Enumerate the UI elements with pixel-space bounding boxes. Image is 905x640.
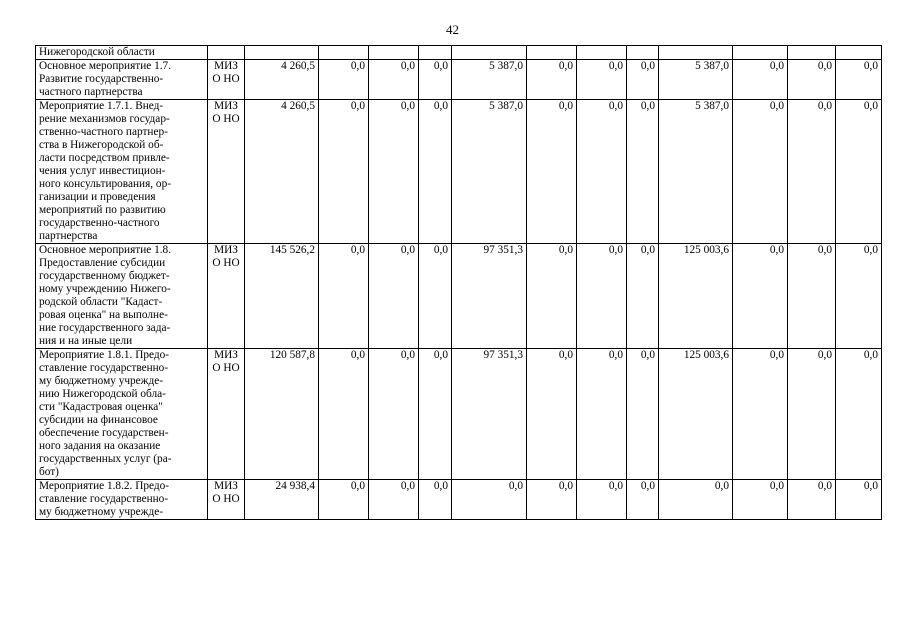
value-cell: 0,0 — [659, 480, 733, 520]
value-cell: 0,0 — [788, 60, 836, 100]
activity-description-line: государственных услуг (ра- — [39, 453, 172, 465]
value-cell: 0,0 — [527, 60, 577, 100]
activity-description-line: мероприятий по развитию — [39, 204, 166, 216]
activity-description-line: ния и на иные цели — [39, 335, 133, 347]
activity-description-line: ному учреждению Нижего- — [39, 283, 171, 295]
value-cell: 0,0 — [733, 100, 788, 244]
activity-description-line: чения услуг инвестицион- — [39, 165, 166, 177]
value-cell: 0,0 — [527, 100, 577, 244]
executor-line: О НО — [212, 113, 240, 125]
activity-description-line: ровая оценка" на выполне- — [39, 309, 168, 321]
table-row — [36, 100, 882, 244]
value-cell: 4 260,5 — [245, 100, 319, 244]
value-cell: 0,0 — [627, 60, 659, 100]
activity-description-line: ства в Нижегородской об- — [39, 139, 164, 151]
activity-description-line: Нижегородской области — [39, 46, 155, 58]
value-cell: 0,0 — [733, 60, 788, 100]
value-cell: 125 003,6 — [659, 349, 733, 480]
value-cell: 0,0 — [577, 100, 627, 244]
activity-description-line: ганизации и проведения — [39, 191, 156, 203]
value-cell: 5 387,0 — [659, 100, 733, 244]
activity-description-line: Предоставление субсидии — [39, 257, 166, 269]
value-cell: 5 387,0 — [452, 100, 527, 244]
executor-line: МИЗ — [214, 100, 238, 112]
activity-description-cell — [36, 46, 208, 60]
value-cell — [788, 46, 836, 60]
table-row — [36, 349, 882, 480]
activity-description-line: ственно-частного партнер- — [39, 126, 168, 138]
value-cell: 0,0 — [419, 480, 452, 520]
activity-description-line: нию Нижегородской обла- — [39, 388, 166, 400]
activity-description-line: Основное мероприятие 1.8. — [39, 244, 172, 256]
budget-table — [35, 45, 882, 520]
activity-description-line: ласти посредством привле- — [39, 152, 170, 164]
table-row — [36, 244, 882, 349]
value-cell: 0,0 — [788, 480, 836, 520]
executor-line: МИЗ — [214, 480, 238, 492]
value-cell: 24 938,4 — [245, 480, 319, 520]
value-cell: 0,0 — [369, 480, 419, 520]
executor-cell — [208, 480, 245, 520]
value-cell — [659, 46, 733, 60]
executor-line: О НО — [212, 73, 240, 85]
activity-description-cell — [36, 60, 208, 100]
value-cell: 97 351,3 — [452, 349, 527, 480]
value-cell — [452, 46, 527, 60]
activity-description-line: частного партнерства — [39, 86, 143, 98]
value-cell: 0,0 — [319, 100, 369, 244]
executor-cell — [208, 349, 245, 480]
value-cell: 0,0 — [733, 349, 788, 480]
value-cell — [419, 46, 452, 60]
value-cell: 0,0 — [319, 60, 369, 100]
value-cell: 0,0 — [527, 480, 577, 520]
value-cell: 0,0 — [319, 480, 369, 520]
activity-description-line: му бюджетному учрежде- — [39, 506, 164, 518]
activity-description-line: ставление государственно- — [39, 493, 169, 505]
value-cell: 0,0 — [788, 244, 836, 349]
executor-line: МИЗ — [214, 349, 238, 361]
value-cell: 0,0 — [836, 244, 882, 349]
value-cell: 0,0 — [577, 244, 627, 349]
activity-description-line: родской области "Кадаст- — [39, 296, 163, 308]
value-cell: 4 260,5 — [245, 60, 319, 100]
executor-line: МИЗ — [214, 244, 238, 256]
activity-description-line: субсидии на финансовое — [39, 414, 158, 426]
table-row — [36, 46, 882, 60]
activity-description-cell — [36, 244, 208, 349]
table-body — [36, 46, 882, 520]
activity-description-cell — [36, 100, 208, 244]
value-cell: 0,0 — [836, 480, 882, 520]
value-cell — [577, 46, 627, 60]
activity-description-line: государственному бюджет- — [39, 270, 170, 282]
value-cell: 0,0 — [369, 100, 419, 244]
value-cell: 5 387,0 — [452, 60, 527, 100]
value-cell — [527, 46, 577, 60]
activity-description-line: Мероприятие 1.7.1. Внед- — [39, 100, 164, 112]
table-row — [36, 60, 882, 100]
value-cell: 0,0 — [419, 244, 452, 349]
value-cell — [627, 46, 659, 60]
value-cell: 0,0 — [836, 349, 882, 480]
activity-description-line: обеспечение государствен- — [39, 427, 169, 439]
value-cell: 0,0 — [627, 480, 659, 520]
executor-cell — [208, 60, 245, 100]
value-cell: 0,0 — [733, 480, 788, 520]
value-cell: 0,0 — [577, 60, 627, 100]
value-cell: 5 387,0 — [659, 60, 733, 100]
value-cell: 0,0 — [527, 349, 577, 480]
value-cell: 0,0 — [577, 480, 627, 520]
value-cell: 145 526,2 — [245, 244, 319, 349]
activity-description-line: ного задания на оказание — [39, 440, 161, 452]
value-cell: 0,0 — [627, 100, 659, 244]
activity-description-line: Основное мероприятие 1.7. — [39, 60, 172, 72]
table-row — [36, 480, 882, 520]
activity-description-line: ного консультирования, ор- — [39, 178, 171, 190]
value-cell: 0,0 — [788, 349, 836, 480]
executor-line: О НО — [212, 493, 240, 505]
value-cell: 0,0 — [419, 60, 452, 100]
value-cell: 0,0 — [369, 349, 419, 480]
value-cell: 0,0 — [452, 480, 527, 520]
value-cell: 0,0 — [577, 349, 627, 480]
activity-description-line: партнерства — [39, 230, 98, 242]
activity-description-line: рение механизмов государ- — [39, 113, 170, 125]
executor-cell — [208, 244, 245, 349]
value-cell: 0,0 — [319, 349, 369, 480]
activity-description-line: бот) — [39, 466, 59, 478]
value-cell: 97 351,3 — [452, 244, 527, 349]
value-cell — [369, 46, 419, 60]
executor-line: О НО — [212, 257, 240, 269]
executor-line: МИЗ — [214, 60, 238, 72]
activity-description-line: ние государственного зада- — [39, 322, 171, 334]
activity-description-line: Мероприятие 1.8.2. Предо- — [39, 480, 170, 492]
page-number: 42 — [446, 22, 459, 37]
value-cell: 0,0 — [419, 349, 452, 480]
activity-description-line: государственно-частного — [39, 217, 160, 229]
value-cell: 125 003,6 — [659, 244, 733, 349]
value-cell: 0,0 — [627, 349, 659, 480]
value-cell: 0,0 — [733, 244, 788, 349]
executor-cell — [208, 100, 245, 244]
value-cell: 0,0 — [369, 244, 419, 349]
value-cell: 0,0 — [836, 60, 882, 100]
value-cell: 120 587,8 — [245, 349, 319, 480]
value-cell — [733, 46, 788, 60]
executor-line: О НО — [212, 362, 240, 374]
value-cell: 0,0 — [836, 100, 882, 244]
value-cell: 0,0 — [419, 100, 452, 244]
value-cell: 0,0 — [527, 244, 577, 349]
activity-description-line: му бюджетному учрежде- — [39, 375, 164, 387]
activity-description-line: ставление государственно- — [39, 362, 169, 374]
value-cell: 0,0 — [627, 244, 659, 349]
value-cell: 0,0 — [788, 100, 836, 244]
value-cell — [245, 46, 319, 60]
value-cell — [836, 46, 882, 60]
activity-description-line: Мероприятие 1.8.1. Предо- — [39, 349, 170, 361]
activity-description-cell — [36, 480, 208, 520]
value-cell: 0,0 — [369, 60, 419, 100]
activity-description-cell — [36, 349, 208, 480]
value-cell — [319, 46, 369, 60]
value-cell: 0,0 — [319, 244, 369, 349]
activity-description-line: сти "Кадастровая оценка" — [39, 401, 163, 413]
activity-description-line: Развитие государственно- — [39, 73, 164, 85]
executor-cell — [208, 46, 245, 60]
